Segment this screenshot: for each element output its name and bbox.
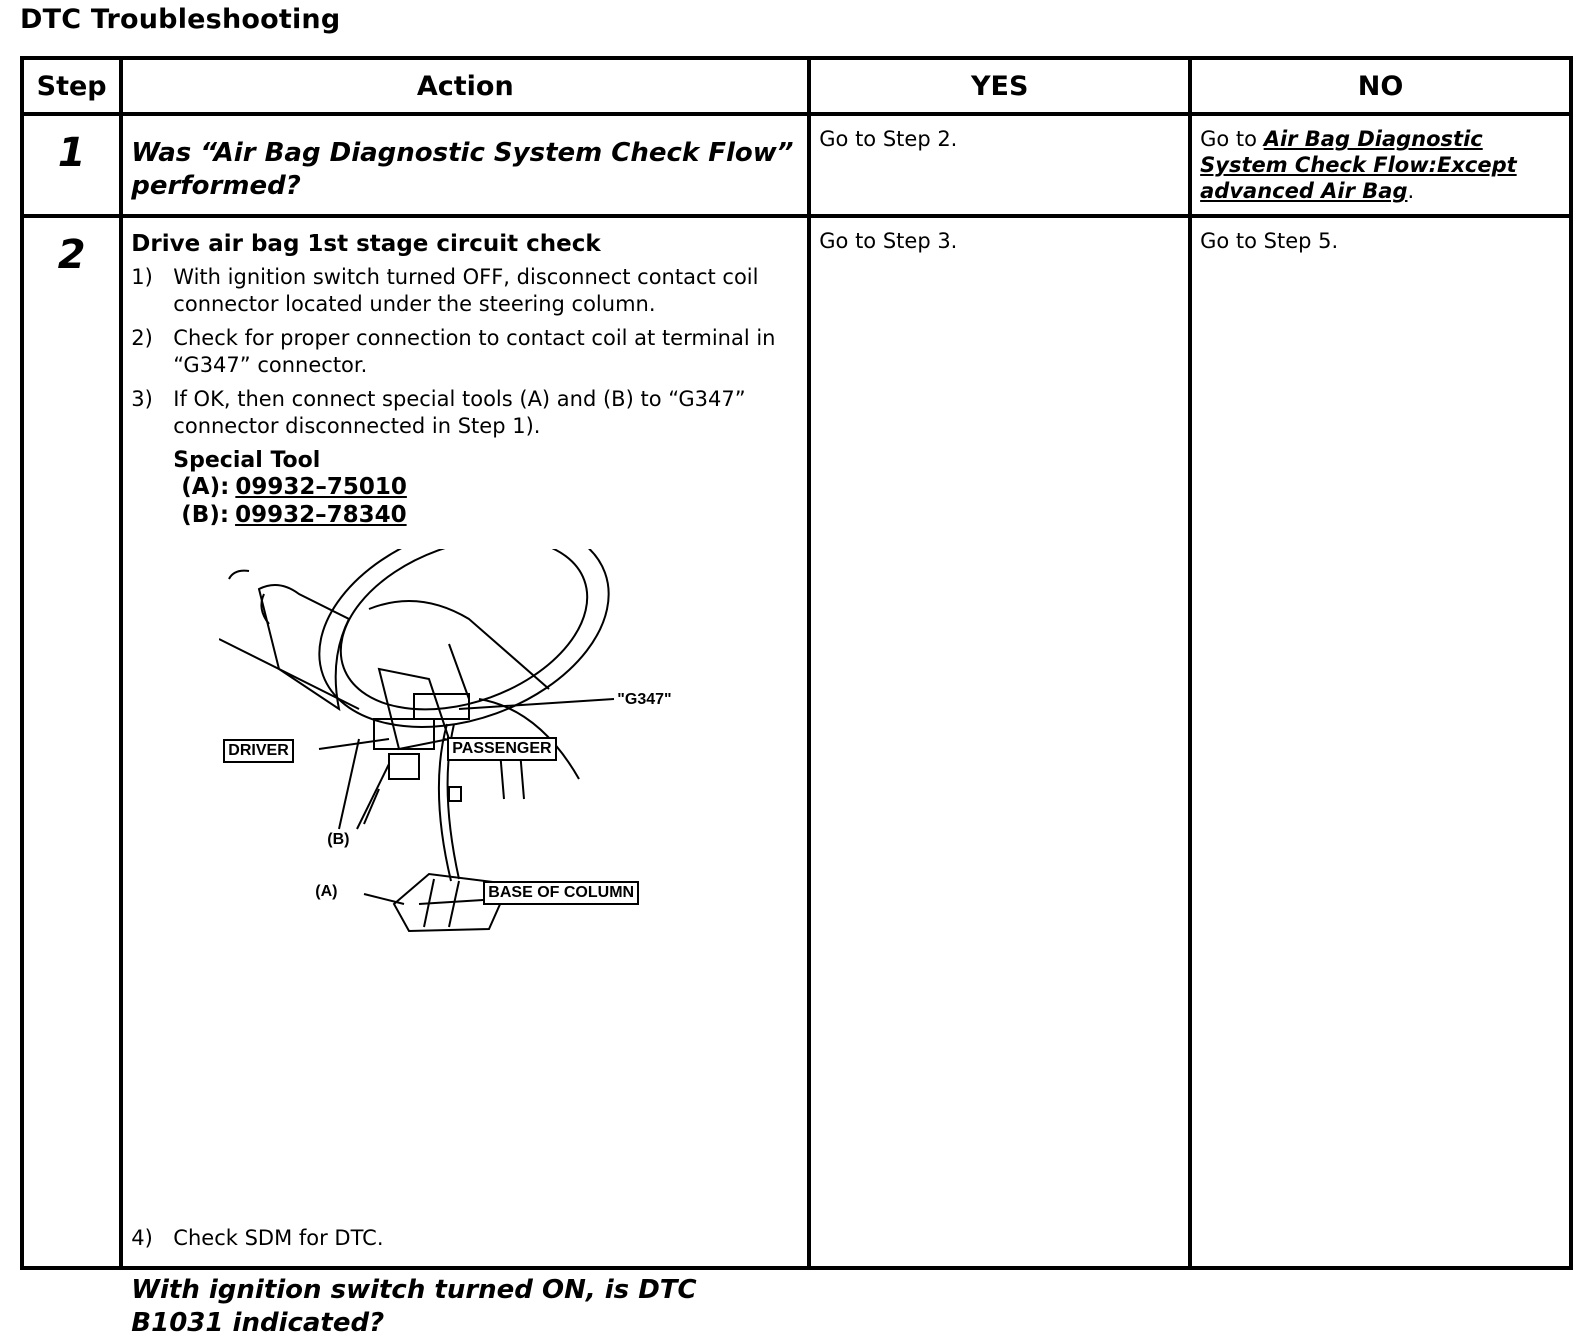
special-tool-heading: Special Tool bbox=[173, 448, 321, 473]
header-step: Step bbox=[22, 58, 121, 114]
step-2-question: With ignition switch turned ON, is DTC B1031 indicated? bbox=[131, 1275, 697, 1338]
instruction-text: With ignition switch turned OFF, disconnect contact coil connector located under the steering column. bbox=[173, 265, 759, 316]
instruction-num: 3) bbox=[131, 387, 153, 411]
instruction-text: Check SDM for DTC. bbox=[173, 1226, 384, 1250]
table-row-step-2 bbox=[22, 216, 1571, 1268]
instruction-item bbox=[131, 386, 799, 440]
step-2-action bbox=[121, 216, 809, 1338]
step-2-heading: Drive air bag 1st stage circuit check bbox=[131, 231, 601, 257]
step-1-no-suffix: . bbox=[1407, 179, 1415, 203]
step-2-no: Go to Step 5. bbox=[1190, 216, 1571, 1268]
tool-code-link[interactable]: 09932–78340 bbox=[235, 502, 407, 528]
air-bag-check-flow-link[interactable]: Air Bag Diagnostic System Check Flow:Except advanced Air Bag bbox=[1200, 127, 1517, 203]
step-1-yes: Go to Step 2. bbox=[809, 114, 1190, 216]
page-title: DTC Troubleshooting bbox=[20, 4, 341, 35]
special-tool-b bbox=[181, 501, 799, 529]
step-1-no-prefix: Go to bbox=[1200, 127, 1264, 151]
tool-label: (A): bbox=[181, 474, 230, 500]
instruction-num: 4) bbox=[131, 1226, 153, 1250]
table-header-row bbox=[22, 58, 1571, 114]
header-no: NO bbox=[1190, 58, 1571, 114]
table-row-step-1 bbox=[22, 114, 1571, 216]
g347-label: "G347" bbox=[617, 691, 672, 708]
tool-code-link[interactable]: 09932–75010 bbox=[235, 474, 407, 500]
step-2-instructions bbox=[131, 264, 799, 440]
step-number-2: 2 bbox=[22, 216, 121, 1268]
instruction-text: Check for proper connection to contact coil at terminal in “G347” connector. bbox=[173, 326, 776, 377]
connector-diagram bbox=[219, 549, 689, 939]
driver-label: DRIVER bbox=[223, 739, 293, 763]
instruction-item-4 bbox=[131, 1226, 383, 1250]
header-action: Action bbox=[121, 58, 809, 114]
step-1-question: Was “Air Bag Diagnostic System Check Flow” performed? bbox=[121, 114, 809, 216]
instruction-num: 1) bbox=[131, 265, 153, 289]
instruction-text: If OK, then connect special tools (A) and (B) to “G347” connector disconnected in Step 1). bbox=[173, 387, 746, 438]
step-number-1: 1 bbox=[22, 114, 121, 216]
instruction-num: 2) bbox=[131, 326, 153, 350]
base-of-column-label: BASE OF COLUMN bbox=[483, 881, 639, 905]
tool-a-label: (A) bbox=[315, 883, 338, 900]
tool-b-label: (B) bbox=[327, 831, 350, 848]
header-yes: YES bbox=[809, 58, 1190, 114]
instruction-item bbox=[131, 325, 799, 379]
special-tool-a bbox=[181, 473, 799, 501]
step-1-no bbox=[1190, 114, 1571, 216]
passenger-label: PASSENGER bbox=[447, 737, 556, 761]
troubleshooting-table bbox=[20, 56, 1573, 1338]
instruction-item bbox=[131, 264, 799, 318]
tool-label: (B): bbox=[181, 502, 230, 528]
step-2-yes: Go to Step 3. bbox=[809, 216, 1190, 1268]
